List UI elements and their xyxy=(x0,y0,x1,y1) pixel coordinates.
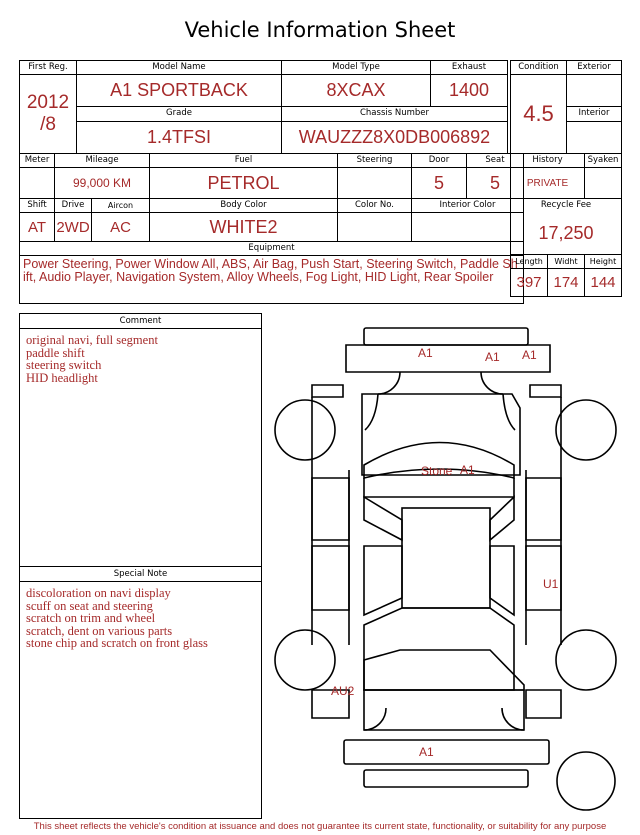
special-note-line: scratch on trim and wheel xyxy=(26,611,156,625)
interior-color-label: Interior Color xyxy=(412,199,524,213)
disclaimer-footer: This sheet reflects the vehicle's condition at issuance and does not guarantee its current state, functionality, or suitability for any purpose xyxy=(33,821,607,832)
grade-label: Grade xyxy=(77,107,282,122)
meter-value xyxy=(20,168,55,199)
aircon-value: AC xyxy=(92,213,150,242)
left-rear-door xyxy=(312,546,349,610)
height-value: 144 xyxy=(585,269,622,297)
front-left-wheel xyxy=(275,400,335,460)
hood xyxy=(362,394,520,475)
first-reg-year: 2012 xyxy=(26,92,70,113)
history-table xyxy=(510,153,622,297)
model-name-label: Model Name xyxy=(77,61,282,75)
condition-label: Condition xyxy=(511,61,567,75)
mark-right-side: U1 xyxy=(543,577,559,591)
length-value: 397 xyxy=(511,269,548,297)
shift-label: Shift xyxy=(20,199,55,213)
mark-front-bumper-left: A1 xyxy=(418,346,433,360)
grade-value: 1.4TFSI xyxy=(77,121,282,153)
special-note-line: discoloration on navi display xyxy=(26,586,171,600)
front-bumper xyxy=(346,345,550,372)
shift-value: AT xyxy=(20,213,55,242)
comment-lines xyxy=(20,329,261,389)
chassis-number-value: WAUZZZ8X0DB006892 xyxy=(282,121,508,153)
drive-label: Drive xyxy=(55,199,92,213)
front-right-fender xyxy=(530,385,561,397)
rear-bumper xyxy=(344,740,549,764)
mark-windshield-stone: Stone xyxy=(421,464,453,478)
comment-line: HID headlight xyxy=(26,370,98,385)
meter-label: Meter xyxy=(20,154,55,168)
width-label: Widht xyxy=(548,255,585,269)
drive-value: 2WD xyxy=(55,213,92,242)
trunk xyxy=(364,650,524,690)
front-left-fender xyxy=(312,385,343,397)
fuel-value: PETROL xyxy=(150,168,338,199)
door-label: Door xyxy=(412,154,467,168)
first-reg-value xyxy=(20,75,77,154)
mileage-value: 99,000 KM xyxy=(55,168,150,199)
first-reg-month: /8 xyxy=(40,114,56,135)
roof xyxy=(402,508,490,608)
hood-crease xyxy=(365,394,515,430)
width-value: 174 xyxy=(548,269,585,297)
first-reg-label: First Reg. xyxy=(20,61,77,75)
specs-table xyxy=(19,153,524,304)
mark-front-bumper-mid: A1 xyxy=(485,350,500,364)
model-type-value: 8XCAX xyxy=(282,75,431,107)
mark-front-bumper-right: A1 xyxy=(522,348,537,362)
equipment-label: Equipment xyxy=(20,242,524,256)
syaken-value xyxy=(585,168,622,199)
rear-glass xyxy=(364,608,514,690)
front-right-wheel xyxy=(556,400,616,460)
mark-left-rear: AU2 xyxy=(331,684,355,698)
mileage-label: Mileage xyxy=(55,154,150,168)
front-bumper-arcs xyxy=(378,372,503,394)
steering-label: Steering xyxy=(338,154,412,168)
spare-wheel xyxy=(557,752,615,810)
car-diagram xyxy=(268,322,628,818)
left-front-door xyxy=(312,478,349,540)
height-label: Height xyxy=(585,255,622,269)
roof-front xyxy=(364,478,514,497)
door-value: 5 xyxy=(412,168,467,199)
front-fender-outlines xyxy=(312,397,561,470)
mark-rear-bumper: A1 xyxy=(419,745,434,759)
front-bumper-top-strip xyxy=(364,328,528,345)
interior-label: Interior xyxy=(567,107,622,122)
model-name-value: A1 SPORTBACK xyxy=(77,75,282,107)
seat-label: Seat xyxy=(467,154,524,168)
special-note-line: scratch, dent on various parts xyxy=(26,623,173,638)
color-no-value xyxy=(338,213,412,242)
right-front-window xyxy=(490,497,514,540)
tailgate xyxy=(364,690,524,730)
special-note-lines xyxy=(20,582,261,655)
history-label: History xyxy=(511,154,585,168)
fuel-label: Fuel xyxy=(150,154,338,168)
steering-value xyxy=(338,168,412,199)
model-type-label: Model Type xyxy=(282,61,431,75)
condition-value: 4.5 xyxy=(511,75,567,154)
page-title: Vehicle Information Sheet xyxy=(184,18,456,42)
rear-right-fender xyxy=(526,690,561,718)
interior-value xyxy=(567,121,622,153)
recycle-fee-label: Recycle Fee xyxy=(511,199,622,213)
mark-windshield-grade: A1 xyxy=(460,463,475,477)
length-label: Length xyxy=(511,255,548,269)
tailgate-arcs xyxy=(364,708,524,730)
main-info-table xyxy=(19,60,508,154)
special-note-label: Special Note xyxy=(20,567,261,582)
history-value: PRIVATE xyxy=(511,168,585,199)
exhaust-label: Exhaust xyxy=(431,61,508,75)
syaken-label: Syaken xyxy=(585,154,622,168)
exterior-value xyxy=(567,75,622,107)
comment-line: paddle shift xyxy=(26,345,85,360)
rear-left-wheel xyxy=(275,630,335,690)
seat-value: 5 xyxy=(467,168,524,199)
rear-bumper-bottom-strip xyxy=(364,770,528,787)
left-front-window xyxy=(364,497,402,540)
recycle-fee-value: 17,250 xyxy=(511,212,622,255)
body-color-label: Body Color xyxy=(150,199,338,213)
special-note-line: scuff on seat and steering xyxy=(26,598,153,613)
color-no-label: Color No. xyxy=(338,199,412,213)
body-color-value: WHITE2 xyxy=(150,213,338,242)
condition-table xyxy=(510,60,622,154)
exhaust-value: 1400 xyxy=(431,75,508,107)
left-rear-window xyxy=(364,546,402,615)
right-front-door xyxy=(526,478,561,540)
comment-label: Comment xyxy=(20,314,261,329)
special-note-line: stone chip and scratch on front glass xyxy=(26,636,208,650)
rear-right-wheel xyxy=(556,630,616,690)
special-note-panel xyxy=(19,566,262,819)
left-sill xyxy=(312,470,349,645)
comment-line: steering switch xyxy=(26,358,102,372)
equipment-value: Power Steering, Power Window All, ABS, Air Bag, Push Start, Steering Switch, Paddle Shift, Audio Player, Navigation System, Alloy Wheels, Fog Light, HID Light, Rear Spoiler xyxy=(20,256,524,304)
comment-panel xyxy=(19,313,262,567)
comment-line: original navi, full segment xyxy=(26,333,158,347)
right-sill xyxy=(526,470,561,645)
aircon-label: Aircon xyxy=(92,199,150,213)
right-rear-window xyxy=(490,546,514,615)
chassis-number-label: Chassis Number xyxy=(282,107,508,122)
interior-color-value xyxy=(412,213,524,242)
exterior-label: Exterior xyxy=(567,61,622,75)
